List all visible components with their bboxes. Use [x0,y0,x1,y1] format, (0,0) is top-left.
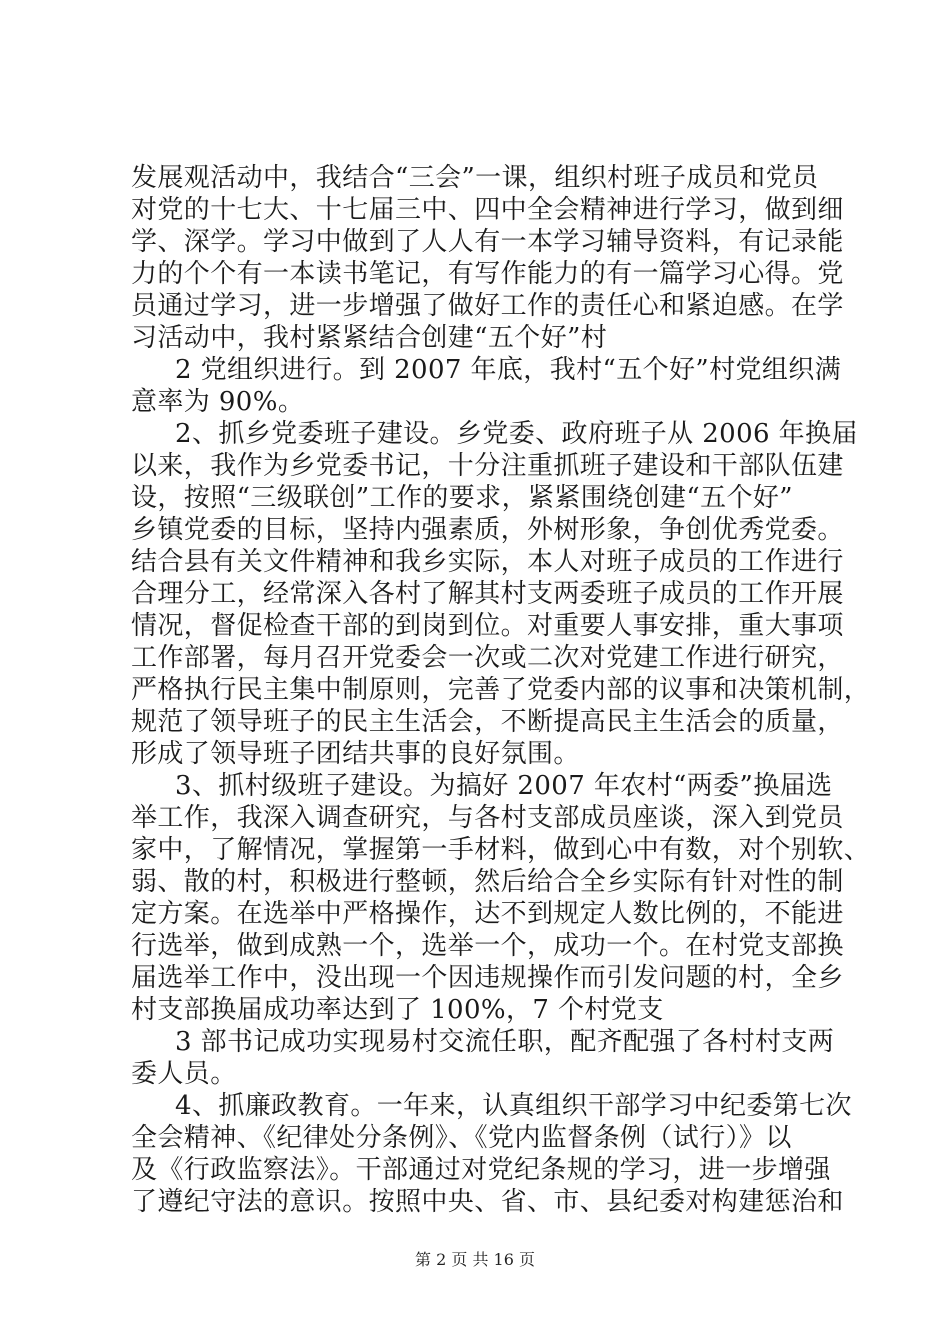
text-line: 发展观活动中，我结合“三会”一课，组织村班子成员和党员 [131,163,819,193]
text-line: 届选举工作中，没出现一个因违规操作而引发问题的村，全乡 [131,963,844,993]
text-line: 了遵纪守法的意识。按照中央、省、市、县纪委对构建惩治和 [131,1187,844,1217]
text-line: 习活动中，我村紧紧结合创建“五个好”村 [131,323,608,353]
text-line: 意率为 90%。 [131,387,305,417]
text-line: 形成了领导班子团结共事的良好氛围。 [131,739,580,769]
page-footer: 第 2 页 共 16 页 [415,1250,535,1269]
text-line: 家中，了解情况，掌握第一手材料，做到心中有数，对个别软、 [131,835,871,865]
text-line: 情况，督促检查干部的到岗到位。对重要人事安排，重大事项 [131,611,844,641]
text-line: 员通过学习，进一步增强了做好工作的责任心和紧迫感。在学 [131,291,844,321]
text-line: 2 党组织进行。到 2007 年底，我村“五个好”村党组织满 [175,355,842,385]
text-line: 乡镇党委的目标，坚持内强素质，外树形象，争创优秀党委。 [131,515,844,545]
text-line: 力的个个有一本读书笔记，有写作能力的有一篇学习心得。党 [131,259,844,289]
text-line: 举工作，我深入调查研究，与各村支部成员座谈，深入到党员 [131,803,844,833]
text-line: 村支部换届成功率达到了 100%，7 个村党支 [131,995,664,1025]
text-line: 对党的十七大、十七届三中、四中全会精神进行学习，做到细 [131,195,844,225]
text-line: 4、抓廉政教育。一年来，认真组织干部学习中纪委第七次 [175,1091,852,1121]
text-line: 弱、散的村，积极进行整顿，然后给合全乡实际有针对性的制 [131,867,844,897]
text-line: 合理分工，经常深入各村了解其村支两委班子成员的工作开展 [131,579,844,609]
text-line: 学、深学。学习中做到了人人有一本学习辅导资料，有记录能 [131,227,844,257]
text-line: 2、抓乡党委班子建设。乡党委、政府班子从 2006 年换届 [175,419,858,449]
text-line: 定方案。在选举中严格操作，达不到规定人数比例的，不能进 [131,899,844,929]
text-line: 规范了领导班子的民主生活会，不断提高民主生活会的质量， [131,707,844,737]
text-line: 3、抓村级班子建设。为搞好 2007 年农村“两委”换届选 [175,771,833,801]
text-line: 严格执行民主集中制原则，完善了党委内部的议事和决策机制， [131,675,871,705]
text-line: 3 部书记成功实现易村交流任职，配齐配强了各村村支两 [175,1027,835,1057]
text-line: 结合县有关文件精神和我乡实际，本人对班子成员的工作进行 [131,547,844,577]
text-line: 及《行政监察法》。干部通过对党纪条规的学习，进一步增强 [131,1155,831,1185]
text-line: 工作部署，每月召开党委会一次或二次对党建工作进行研究， [131,643,844,673]
text-line: 全会精神、《纪律处分条例》、《党内监督条例（试行）》以 [131,1123,792,1153]
text-line: 行选举，做到成熟一个，选举一个，成功一个。在村党支部换 [131,931,844,961]
text-line: 设，按照“三级联创”工作的要求，紧紧围绕创建“五个好” [131,483,793,513]
text-line: 以来，我作为乡党委书记，十分注重抓班子建设和干部队伍建 [131,451,844,481]
text-line: 委人员。 [131,1059,237,1089]
